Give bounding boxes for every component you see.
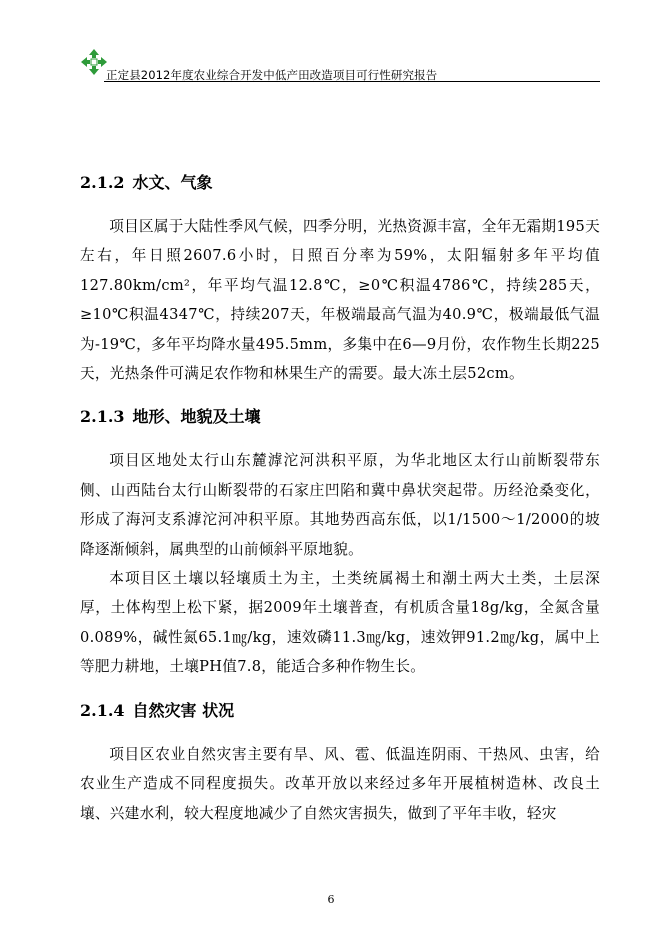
section-heading xyxy=(80,696,600,726)
page-number: 6 xyxy=(327,893,335,906)
section-hydrology-climate xyxy=(80,168,600,388)
paragraph: 项目区属于大陆性季风气候，四季分明，光热资源丰富，全年无霜期195天左右，年日照2607.6小时，日照百分率为59%，太阳辐射多年平均值127.80km/cm²，年平均气温12.8℃，≥0℃积温4786℃，持续285天，≥10℃积温4347℃，持续207天，年极端最高气温为40.9℃，极端最低气温为-19℃，多年平均降水量495.5mm，多集中在6—9月份，农作物生长期225天，光热条件可满足农作物和林果生产的需要。最大冻土层52cm。 xyxy=(80,218,600,383)
section-terrain-soil xyxy=(80,402,600,681)
section-heading xyxy=(80,168,600,198)
section-number: 2.1.4 xyxy=(80,700,125,720)
paragraph: 本项目区土壤以轻壤质土为主，土类统属褐土和潮土两大土类，土层深厚，土体构型上松下紧，据2009年土壤普查，有机质含量18g/kg，全氮含量0.089%，碱性氮65.1㎎/kg，速效磷11.3㎎/kg，速效钾91.2㎎/kg，属中上等肥力耕地，土壤PH值7.8，能适合多种作物生长。 xyxy=(80,570,600,676)
green-arrows-logo-icon xyxy=(80,48,108,76)
section-title: 自然灾害 状况 xyxy=(132,700,235,720)
section-number: 2.1.3 xyxy=(80,407,125,427)
document-body xyxy=(80,168,600,828)
page-header xyxy=(80,48,600,84)
paragraph: 项目区农业自然灾害主要有旱、风、雹、低温连阴雨、干热风、虫害，给农业生产造成不同程度损失。改革开放以来经过多年开展植树造林、改良土壤、兴建水利，较大程度地减少了自然灾害损失，做到了平年丰收，轻灾 xyxy=(80,745,600,822)
section-title: 水文、气象 xyxy=(132,173,213,192)
section-number: 2.1.2 xyxy=(80,173,125,192)
section-natural-disasters xyxy=(80,696,600,828)
section-title: 地形、地貌及土壤 xyxy=(132,407,261,427)
header-title: 正定县2012年度农业综合开发中低产田改造项目可行性研究报告 xyxy=(106,68,438,82)
header-divider xyxy=(104,81,600,82)
paragraph: 项目区地处太行山东麓滹沱河洪积平原，为华北地区太行山前断裂带东侧、山西陆台太行山断裂带的石家庄凹陷和冀中鼻状突起带。历经沧桑变化，形成了海河支系滹沱河冲积平原。其地势西高东低，以1/1500～1/2000的坡降逐渐倾斜，属典型的山前倾斜平原地貌。 xyxy=(80,452,600,558)
section-heading xyxy=(80,402,600,432)
